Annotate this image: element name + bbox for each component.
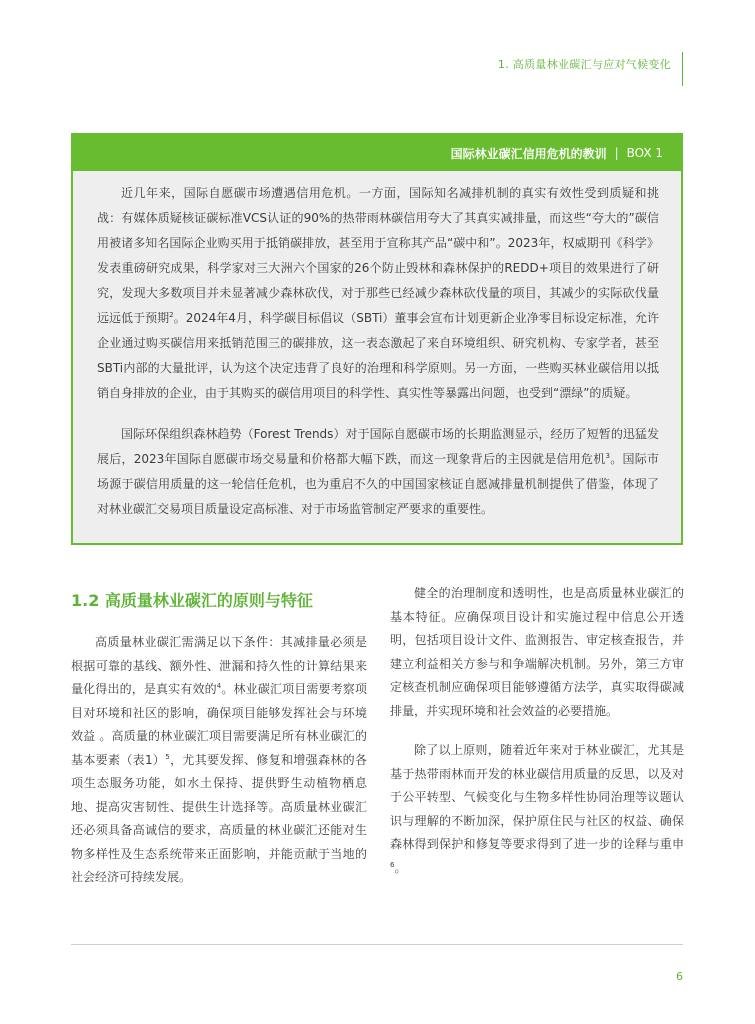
box-banner (73, 135, 681, 171)
footer-divider (71, 944, 683, 945)
section-title: 1.2 高质量林业碳汇的原则与特征 (71, 591, 313, 610)
right-column (390, 582, 684, 896)
box-title: 国际林业碳汇信用危机的教训 (450, 146, 607, 161)
section-paragraph-2: 健全的治理制度和透明性，也是高质量林业碳汇的基本特征。应确保项目设计和实施过程中信息公开透明，包括项目设计文件、监测报告、审定核查报告，并建立利益相关方参与和争端解决机制。另外，第三方审定核查机制应确保项目能够遵循方法学，真实取得碳减排量，并实现环境和社会效益的必要措施。 (390, 586, 684, 718)
footnote-ref[interactable]: 5 (165, 752, 170, 761)
box-1 (71, 133, 683, 545)
box-paragraph-2: 国际环保组织森林趋势（Forest Trends）对于国际自愿碳市场的长期监测显示，经历了短暂的迅猛发展后，2023年国际自愿碳市场交易量和价格都大幅下跌，而这一现象背后的主因就是信用危机$^3$。国际市场源于碳信用质量的这一轮信任危机，也为重启不久的中国国家核证自愿减排量机制提供了借鉴，体现了对林业碳汇交易项目质量设定高标准、对于市场监管制定严要求的重要性。 (97, 427, 659, 516)
box-paragraph-1: 近几年来，国际自愿碳市场遭遇信用危机。一方面，国际知名减排机制的真实有效性受到质疑和挑战：有媒体质疑核证碳标准VCS认证的90%的热带雨林碳信用夸大了其真实减排量，而这些“夸大的”碳信用被诸多知名国际企业购买用于抵销碳排放，甚至用于宣称其产品“碳中和”。2023年，权威期刊《科学》发表重磅研究成果，科学家对三大洲六个国家的26个防止毁林和森林保护的REDD+项目的效果进行了研究，发现大多数项目并未显著减少森林砍伐，对于那些已经减少森林砍伐量的项目，其减少的实际砍伐量远远低于预期$^2$。2024年4月，科学碳目标倡议（SBTi）董事会宣布计划更新企业净零目标设定标准，允许企业通过购买碳信用来抵销范围三的碳排放，这一表态激起了来自环境组织、研究机构、专家学者，甚至SBTi内部的大量批评，认为这个决定违背了良好的治理和科学原则。另一方面，一些购买林业碳信用以抵销自身排放的企业，由于其购买的碳信用项目的科学性、真实性等暴露出问题，也受到“漂绿”的质疑。 (97, 186, 659, 400)
footnote-ref[interactable]: 3 (605, 452, 610, 460)
left-column (71, 588, 367, 906)
section-paragraph-3: 除了以上原则，随着近年来对于林业碳汇，尤其是基于热带雨林而开发的林业碳信用质量的反思，以及对于公平转型、气候变化与生物多样性协同治理等议题认识与理解的不断加深，保护原住民与社区的权益、确保森林得到保护和修复等要求得到了进一步的诠释与重申$^6$。 (390, 743, 684, 875)
running-header: 1. 高质量林业碳汇与应对气候变化 (497, 58, 671, 71)
box-body (73, 171, 681, 522)
section-paragraph-1: 高质量林业碳汇需满足以下条件：其减排量必须是根据可靠的基线、额外性、泄漏和持久性的计算结果来量化得出的，是真实有效的$^4$。林业碳汇项目需要考察项目对环境和社区的影响，确保项目能够发挥社会与环境效益 。高质量的林业碳汇项目需要满足所有林业碳汇的基本要素（表1）$^5$，尤其要发挥、修复和增强森林的各项生态服务功能，如水土保持、提供野生动植物栖息地、提高灾害韧性、提供生计选择等。高质量林业碳汇还必须具备高诚信的要求，高质量的林业碳汇还能对生物多样性及生态系统带来正面影响，并能贡献于当地的社会经济可持续发展。 (71, 635, 367, 884)
page-number: 6 (676, 970, 683, 983)
footnote-ref[interactable]: 4 (216, 682, 222, 690)
box-label: BOX 1 (626, 146, 663, 160)
box-separator: | (614, 146, 619, 160)
header-divider (682, 52, 683, 86)
footnote-ref[interactable]: 6 (390, 860, 395, 869)
footnote-ref[interactable]: 2 (169, 311, 174, 319)
